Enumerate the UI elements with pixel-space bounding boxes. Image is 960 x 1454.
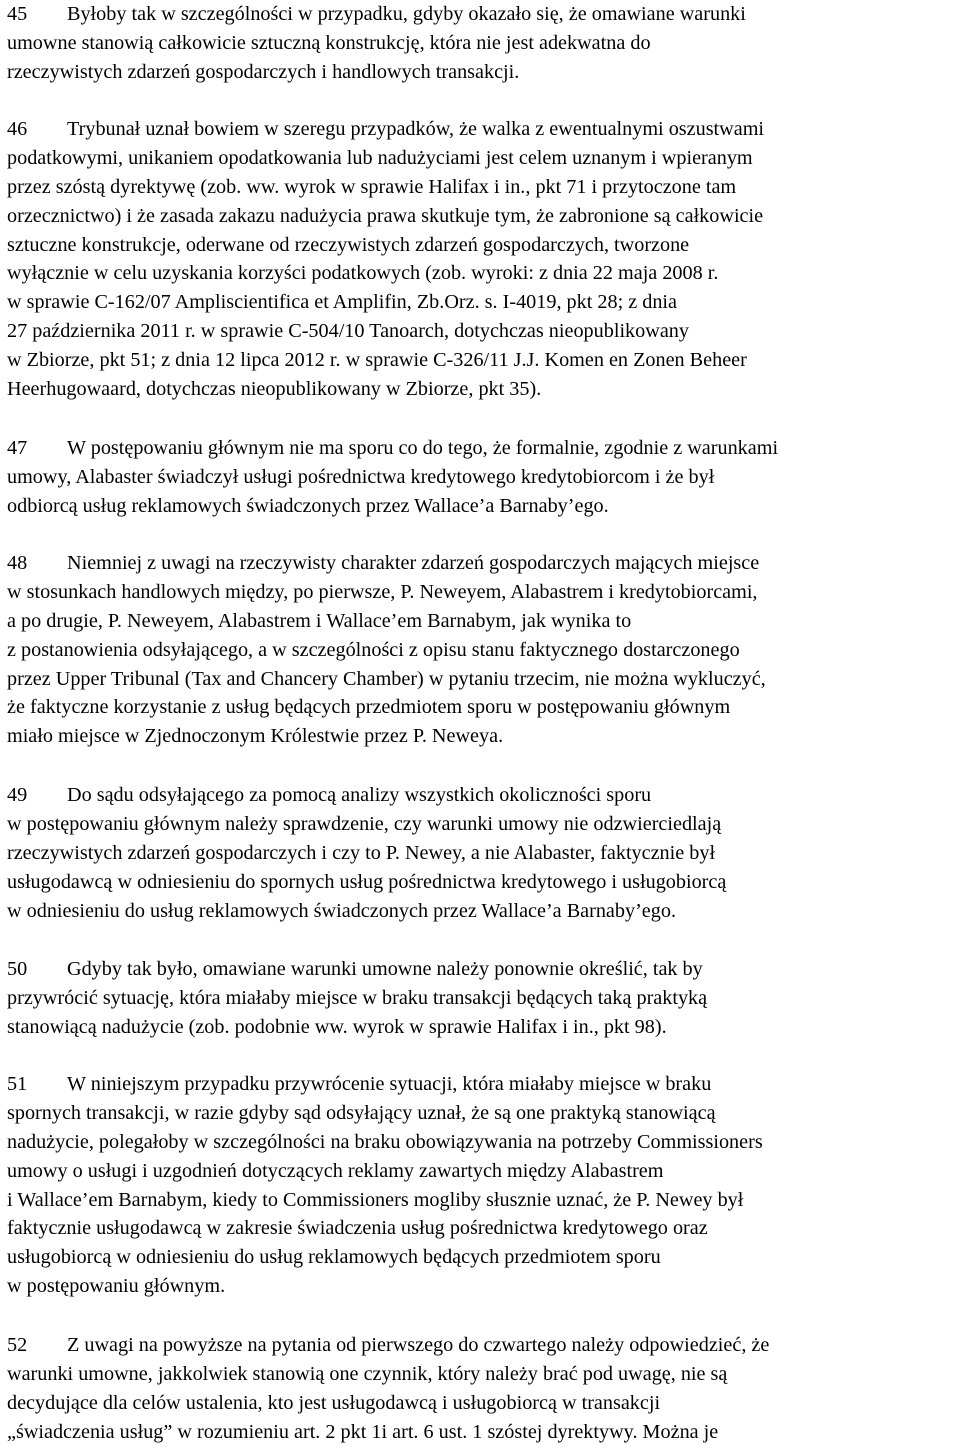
paragraph-51 [7, 1070, 953, 1301]
text-line [7, 0, 953, 29]
text-line: podatkowymi, unikaniem opodatkowania lub nadużyciami jest celem uznanym i wpieranym [7, 146, 753, 169]
text-line: wyłącznie w celu uzyskania korzyści podatkowych (zob. wyroki: z dnia 22 maja 2008 r. [7, 262, 719, 285]
text-line: z postanowienia odsyłającego, a w szczególności z opisu stanu faktycznego dostarczonego [7, 638, 740, 661]
paragraph-number: 51 [7, 1073, 28, 1095]
paragraph-number: 50 [7, 958, 28, 980]
text-line: „świadczenia usług” w rozumieniu art. 2 pkt 1i art. 6 ust. 1 szóstej dyrektywy. Można je [7, 1420, 719, 1443]
paragraph-48 [7, 549, 953, 751]
line-text: W postępowaniu głównym nie ma sporu co do tego, że formalnie, zgodnie z warunkami [67, 437, 779, 459]
line-text: Byłoby tak w szczególności w przypadku, gdyby okazało się, że omawiane warunki [67, 3, 746, 25]
text-line: nadużycie, polegałoby w szczególności na braku obowiązywania na potrzeby Commissioners [7, 1130, 763, 1153]
paragraph-49 [7, 781, 953, 925]
text-line: Heerhugowaard, dotychczas nieopublikowany w Zbiorze, pkt 35). [7, 378, 542, 401]
text-line: usługobiorcą w odniesieniu do usług reklamowych będących przedmiotem sporu [7, 1246, 661, 1269]
text-line: w sprawie C-162/07 Ampliscientifica et Amplifin, Zb.Orz. s. I-4019, pkt 28; z dnia [7, 291, 677, 314]
text-line: w Zbiorze, pkt 51; z dnia 12 lipca 2012 r. w sprawie C-326/11 J.J. Komen en Zonen Beheer [7, 349, 747, 372]
text-line: a po drugie, P. Neweyem, Alabastrem i Wallace’em Barnabym, jak wynika to [7, 609, 632, 632]
line-text: Niemniej z uwagi na rzeczywisty charakter zdarzeń gospodarczych mających miejsce [67, 552, 760, 574]
paragraph-47 [7, 434, 953, 521]
text-line: w postępowaniu głównym. [7, 1275, 226, 1298]
text-line [7, 549, 953, 578]
text-line: i Wallace’em Barnabym, kiedy to Commissioners mogliby słusznie uznać, że P. Newey był [7, 1188, 744, 1211]
paragraph-number: 46 [7, 118, 28, 140]
text-line [7, 955, 953, 984]
text-line: decydujące dla celów ustalenia, kto jest usługodawcą i usługobiorcą w transakcji [7, 1391, 661, 1414]
text-line: spornych transakcji, w razie gdyby sąd odsyłający uznał, że są one praktyką stanowiącą [7, 1101, 716, 1124]
text-line: faktycznie usługodawcą w zakresie świadczenia usług pośrednictwa kredytowego oraz [7, 1217, 708, 1240]
text-line: odbiorcą usług reklamowych świadczonych przez Wallace’a Barnaby’ego. [7, 494, 609, 517]
text-line [7, 781, 953, 810]
text-line [7, 1331, 953, 1360]
text-line: umowy, Alabaster świadczył usługi pośrednictwa kredytowego kredytobiorcom i że był [7, 465, 715, 488]
paragraph-46 [7, 115, 953, 404]
text-line: rzeczywistych zdarzeń gospodarczych i handlowych transakcji. [7, 60, 520, 83]
text-line: przywrócić sytuację, która miałaby miejsce w braku transakcji będących taką praktyką [7, 986, 708, 1009]
text-line [7, 1070, 953, 1099]
text-line: że faktyczne korzystanie z usług będących przedmiotem sporu w postępowaniu głównym [7, 696, 731, 719]
text-line: w stosunkach handlowych między, po pierwsze, P. Neweyem, Alabastrem i kredytobiorcami, [7, 580, 758, 603]
paragraph-number: 45 [7, 3, 28, 25]
text-line: przez Upper Tribunal (Tax and Chancery Chamber) w pytaniu trzecim, nie można wykluczyć, [7, 667, 766, 690]
text-line: w postępowaniu głównym należy sprawdzenie, czy warunki umowy nie odzwierciedlają [7, 812, 722, 835]
text-line: umowne stanowią całkowicie sztuczną konstrukcję, która nie jest adekwatna do [7, 31, 651, 54]
text-line: orzecznictwo) i że zasada zakazu nadużycia prawa skutkuje tym, że zabronione są całkowicie [7, 204, 764, 227]
paragraph-number: 47 [7, 437, 28, 459]
text-line: stanowiącą nadużycie (zob. podobnie ww. wyrok w sprawie Halifax i in., pkt 98). [7, 1015, 667, 1038]
text-line: umowy o usługi i uzgodnień dotyczących reklamy zawartych między Alabastrem [7, 1159, 664, 1182]
paragraph-50 [7, 955, 953, 1042]
text-line: rzeczywistych zdarzeń gospodarczych i czy to P. Newey, a nie Alabaster, faktycznie był [7, 841, 716, 864]
paragraph-45 [7, 0, 953, 87]
text-line [7, 434, 953, 463]
text-line: w odniesieniu do usług reklamowych świadczonych przez Wallace’a Barnaby’ego. [7, 899, 676, 922]
text-line: miało miejsce w Zjednoczonym Królestwie przez P. Neweya. [7, 725, 504, 748]
text-line: sztuczne konstrukcje, oderwane od rzeczywistych zdarzeń gospodarczych, tworzone [7, 233, 690, 256]
text-line: przez szóstą dyrektywę (zob. ww. wyrok w sprawie Halifax i in., pkt 71 i przytoczone tam [7, 175, 737, 198]
text-line: 27 października 2011 r. w sprawie C-504/10 Tanoarch, dotychczas nieopublikowany [7, 320, 689, 343]
line-text: Gdyby tak było, omawiane warunki umowne należy ponownie określić, tak by [67, 958, 703, 980]
paragraph-52 [7, 1331, 953, 1447]
line-text: Trybunał uznał bowiem w szeregu przypadków, że walka z ewentualnymi oszustwami [67, 118, 765, 140]
text-line [7, 115, 953, 144]
line-text: W niniejszym przypadku przywrócenie sytuacji, która miałaby miejsce w braku [67, 1073, 712, 1095]
paragraph-number: 49 [7, 784, 28, 806]
paragraph-number: 52 [7, 1334, 28, 1356]
text-line: usługodawcą w odniesieniu do spornych usług pośrednictwa kredytowego i usługobiorcą [7, 870, 727, 893]
line-text: Z uwagi na powyższe na pytania od pierwszego do czwartego należy odpowiedzieć, że [67, 1334, 770, 1356]
line-text: Do sądu odsyłającego za pomocą analizy wszystkich okoliczności sporu [67, 784, 652, 806]
text-line: warunki umowne, jakkolwiek stanowią one czynnik, który należy brać pod uwagę, nie są [7, 1362, 728, 1385]
paragraph-number: 48 [7, 552, 28, 574]
